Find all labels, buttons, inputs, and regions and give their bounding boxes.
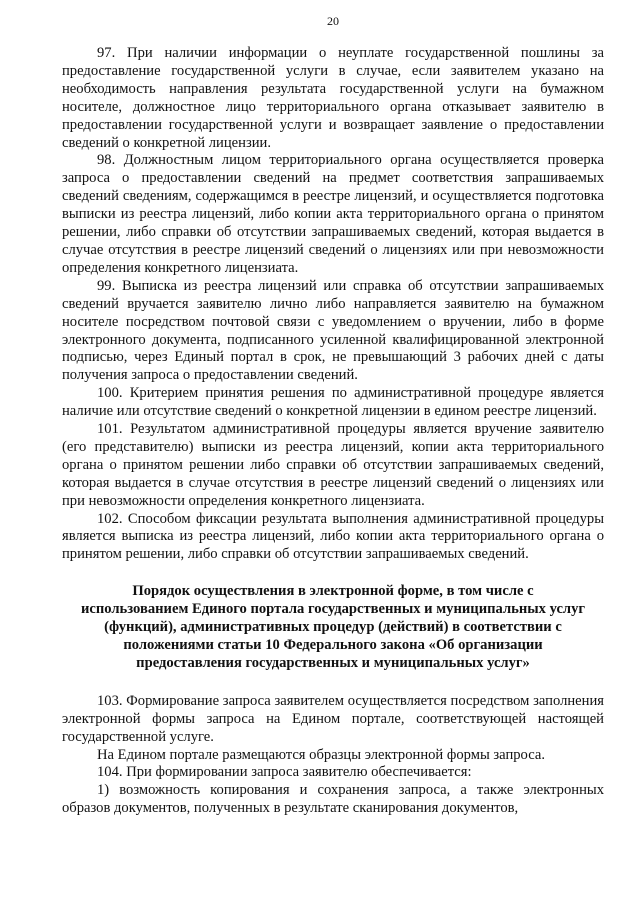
paragraph-99: 99. Выписка из реестра лицензий или справка об отсутствии запрашиваемых сведений вручается заявителю лично либо направляется заявителю на бумажном носителе посредством почтовой связи с уведомлением о вручении, либо в форме электронного документа, подписанного усиленной квалифицированной электронной подписью, через Единый портал в срок, не превышающий 3 рабочих дней с даты получения запроса о предоставлении сведений. (62, 277, 604, 384)
section-paragraphs-top (62, 45, 604, 564)
paragraph-98: 98. Должностным лицом территориального органа осуществляется проверка запроса о предоставлении сведений на предмет соответствия запрашиваемых сведений сведениям, содержащимся в реестре лицензий, и осуществляется подготовка выписки из реестра лицензий, либо копии акта территориального органа о принятом решении, либо справки об отсутствии запрашиваемых сведений, которая выдается в случае отсутствия в реестре лицензий сведений о лицензиях или при невозможности определения конкретного лицензиата. (62, 152, 604, 276)
paragraph-101: 101. Результатом административной процедуры является вручение заявителю (его представителю) выписки из реестра лицензий, копии акта территориального органа о принятом решении либо справки об отсутствии запрашиваемых сведений, которая выдается в случае отсутствия в реестре лицензий сведений о лицензиях или при невозможности определения конкретного лицензиата. (62, 421, 604, 509)
heading-line: Порядок осуществления в электронной форме, в том числе с (132, 583, 534, 600)
heading-line: (функций), административных процедур (действий) в соответствии с (104, 619, 562, 636)
paragraph-103: 103. Формирование запроса заявителем осуществляется посредством заполнения электронной формы запроса на Едином портале, соответствующей настоящей государственной услуге. (62, 692, 604, 745)
heading-line: предоставления государственных и муниципальных услуг» (136, 654, 530, 671)
paragraph-97: 97. При наличии информации о неуплате государственной пошлины за предоставление государственной услуги в случае, если заявителем указано на необходимость направления результата государственной услуги на бумажном носителе, должностное лицо территориального органа отказывает заявителю в предоставлении государственной услуги и возвращает заявление о предоставлении сведений о конкретной лицензии. (62, 45, 604, 151)
paragraph-portal-samples: На Едином портале размещаются образцы электронной формы запроса. (97, 746, 545, 763)
paragraph-104: 104. При формировании запроса заявителю обеспечивается: (97, 764, 472, 781)
page-number: 20 (327, 14, 339, 28)
heading-line: использованием Единого портала государственных и муниципальных услуг (80, 601, 586, 618)
section-heading (62, 583, 604, 673)
section-paragraphs-bottom (62, 693, 604, 818)
paragraph-100: 100. Критерием принятия решения по административной процедуре является наличие или отсутствие сведений о конкретной лицензии в едином реестре лицензий. (62, 385, 604, 420)
paragraph-104-item-1: 1) возможность копирования и сохранения запроса, а также электронных образов документов, полученных в результате сканирования документов, (62, 782, 604, 817)
heading-line: положениями статьи 10 Федерального закона «Об организации (123, 637, 543, 653)
paragraph-102: 102. Способом фиксации результата выполнения административной процедуры является выписка из реестра лицензий, либо копии акта территориального органа о принятом решении, либо справки об отсутствии запрашиваемых сведений. (62, 510, 604, 563)
